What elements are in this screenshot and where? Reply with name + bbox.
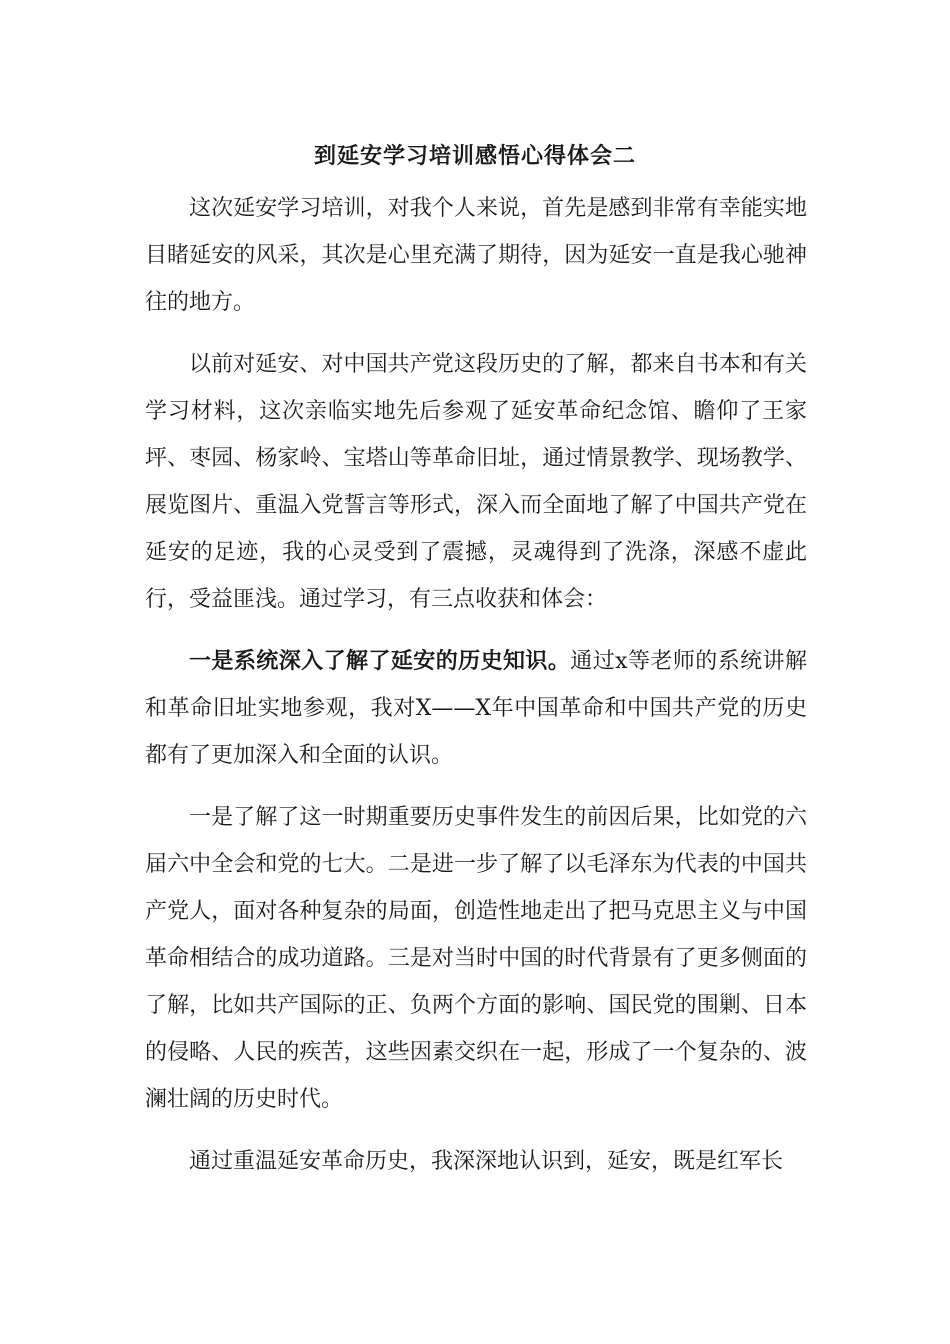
document-title: 到延安学习培训感悟心得体会二 <box>313 143 636 169</box>
paragraph-bold-lead: 一是系统深入了解了延安的历史知识。 <box>189 648 571 674</box>
paragraph-text: 一是了解了这一时期重要历史事件发生的前因后果，比如党的六届六中全会和党的七大。二是进一步了解了以毛泽东为代表的中国共产党人，面对各种复杂的局面，创造性地走出了把马克思主义与中国革命相结合的成功道路。三是对当时中国的时代背景有了更多侧面的了解，比如共产国际的正、负两个方面的影响、国民党的围剿、日本的侵略、人民的疾苦，这些因素交织在一起，形成了一个复杂的、波澜壮阔的历史时代。 <box>145 805 807 1112</box>
paragraph-text: 以前对延安、对中国共产党这段历史的了解，都来自书本和有关学习材料，这次亲临实地先后参观了延安革命纪念馆、瞻仰了王家坪、枣园、杨家岭、宝塔山等革命旧址，通过情景教学、现场教学、展览图片、重温入党誓言等形式，深入而全面地了解了中国共产党在延安的足迹，我的心灵受到了震撼，灵魂得到了洗涤，深感不虚此行，受益匪浅。通过学习，有三点收获和体会： <box>145 352 807 612</box>
paragraph-5 <box>145 1138 807 1185</box>
paragraph-2 <box>145 341 807 623</box>
document-body <box>145 185 807 1200</box>
paragraph-4 <box>145 794 807 1123</box>
paragraph-text: 通过重温延安革命历史，我深深地认识到，延安，既是红军长 <box>189 1149 784 1174</box>
paragraph-3 <box>145 638 807 779</box>
paragraph-1 <box>145 185 807 326</box>
paragraph-text: 这次延安学习培训，对我个人来说，首先是感到非常有幸能实地目睹延安的风采，其次是心里充满了期待，因为延安一直是我心驰神往的地方。 <box>145 196 807 315</box>
paragraph-text: 通过x等老师的系统讲解和革命旧址实地参观，我对X——X年中国革命和中国共产党的历史都有了更加深入和全面的认识。 <box>145 649 807 768</box>
